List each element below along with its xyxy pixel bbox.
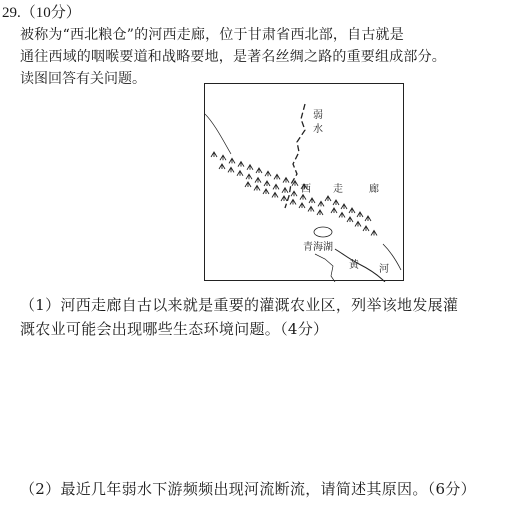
mountain-symbol (299, 203, 305, 208)
sub-question-2-line-1: （2）最近几年弱水下游频频出现河流断流，请简述其原因。（6分） (20, 480, 476, 498)
mountain-symbol (331, 208, 337, 213)
boundary-line (315, 254, 335, 282)
qinghai-lake (314, 227, 332, 237)
mountain-symbol (274, 174, 280, 179)
intro-line-2: 通往西域的咽喉要道和战略要地，是著名丝绸之路的重要组成部分。 (20, 49, 446, 65)
sub-question-1-line-1: （1）河西走廊自古以来就是重要的灌溉农业区，列举该地发展灌 (20, 296, 459, 314)
mountain-symbol (283, 178, 289, 183)
mountain-symbol (247, 165, 253, 170)
mountain-symbol (220, 155, 226, 160)
ruoshui-label-shui: 水 (313, 124, 323, 135)
mountain-symbol (282, 188, 288, 193)
terrain-curve (205, 114, 231, 154)
mountain-symbol (211, 152, 217, 157)
yellow-river-label-he: 河 (379, 264, 389, 275)
mountain-symbol (272, 193, 278, 198)
mountain-symbol (349, 208, 355, 213)
intro-line-1: 被称为“西北粮仓”的河西走廊，位于甘肃省西北部，自古就是 (20, 27, 404, 43)
mountain-symbol (309, 198, 315, 203)
mountain-symbol (273, 184, 279, 189)
yellow-river (335, 249, 385, 282)
mountain-symbol (333, 200, 339, 205)
yellow-river-label-huang: 黄 (349, 260, 359, 271)
mountain-symbol (255, 178, 261, 183)
mountain-symbol (237, 171, 243, 176)
mountain-symbol (228, 167, 234, 172)
question-number: 29.（10分） (2, 5, 81, 21)
mountain-symbol (290, 200, 296, 205)
mountain-symbol (254, 186, 260, 191)
mountain-symbol (245, 182, 251, 187)
mountain-symbol (363, 226, 369, 231)
mountain-symbol (300, 195, 306, 200)
mountain-symbol (347, 217, 353, 222)
intro-line-3: 读图回答有关问题。 (20, 71, 146, 87)
mountain-symbol (246, 174, 252, 179)
mountain-range (211, 152, 377, 236)
mountain-symbol (219, 164, 225, 169)
mountain-symbol (318, 201, 324, 206)
mountain-symbol (341, 204, 347, 209)
mountain-symbol (339, 213, 345, 218)
sub-question-1-line-2: 溉农业可能会出现哪些生态环境问题。（4分） (20, 320, 329, 338)
mountain-symbol (357, 212, 363, 217)
mountain-symbol (291, 191, 297, 196)
mountain-symbol (365, 216, 371, 221)
mountain-symbol (371, 231, 377, 236)
mountain-symbol (281, 196, 287, 201)
corridor-label-zou: 走 (333, 184, 343, 195)
mountain-symbol (229, 158, 235, 163)
mountain-symbol (308, 207, 314, 212)
mountain-symbol (264, 181, 270, 186)
mountain-symbol (317, 210, 323, 215)
qinghai-lake-label: 青海湖 (303, 242, 333, 253)
corridor-label-xi: 西 (301, 184, 311, 195)
mountain-symbol (263, 189, 269, 194)
mountain-symbol (238, 162, 244, 167)
mountain-symbol (325, 196, 331, 201)
mountain-symbol (256, 168, 262, 173)
map-drawing (205, 84, 405, 282)
corridor-label-lang: 廊 (369, 184, 379, 195)
hexi-corridor-map (204, 83, 404, 281)
mountain-symbol (355, 222, 361, 227)
mountain-symbol (265, 171, 271, 176)
ruoshui-label-ruo: 弱 (313, 110, 323, 121)
